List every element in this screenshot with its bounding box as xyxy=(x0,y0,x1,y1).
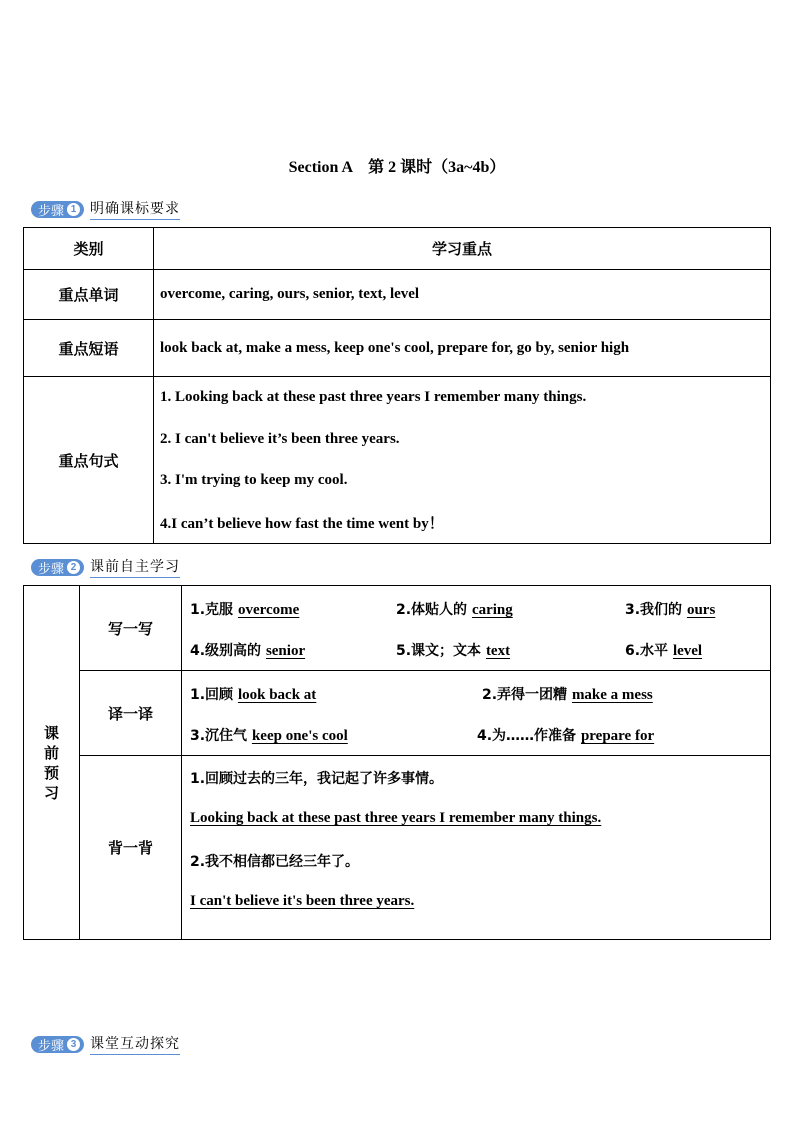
header-category: 类别 xyxy=(24,228,154,270)
sentence-item: 3. I'm trying to keep my cool. xyxy=(160,472,348,489)
objectives-table xyxy=(23,227,771,544)
step-number: 3 xyxy=(67,1038,80,1051)
step-1-header xyxy=(31,198,180,220)
step-badge xyxy=(31,1036,84,1053)
row-category: 重点单词 xyxy=(24,270,154,320)
page-title: Section A 第 2 课时（3a~4b） xyxy=(288,159,506,176)
write-item: 5.课文；文本 text xyxy=(396,643,511,659)
sentence-item: 2. I can't believe it’s been three years. xyxy=(160,430,400,447)
translate-item: 2.弄得一团糟 make a mess xyxy=(482,687,653,703)
write-cell xyxy=(182,586,771,671)
recite-answer: Looking back at these past three years I remember many things. xyxy=(190,810,602,826)
recite-cell xyxy=(182,756,771,940)
write-item: 4.级别高的 senior xyxy=(190,643,306,659)
translate-item: 1.回顾 look back at xyxy=(190,687,317,703)
step-label: 课堂互动探究 xyxy=(90,1033,180,1055)
row-category: 重点短语 xyxy=(24,320,154,377)
write-label: 写一写 xyxy=(80,586,182,671)
header-focus: 学习重点 xyxy=(154,228,771,270)
recite-label: 背一背 xyxy=(80,756,182,940)
translate-label: 译一译 xyxy=(80,671,182,756)
write-item: 2.体贴人的 caring xyxy=(396,602,513,618)
row-category: 重点句式 xyxy=(24,377,154,544)
step-label: 课前自主学习 xyxy=(90,556,180,578)
translate-item: 4.为……作准备 prepare for xyxy=(477,728,655,744)
step-badge-text: 步骤 xyxy=(38,203,65,219)
step-2-header xyxy=(31,556,180,578)
side-label xyxy=(24,586,80,940)
step-badge xyxy=(31,201,84,218)
row-content: overcome, caring, ours, senior, text, level xyxy=(154,270,771,320)
side-label-text: 课前预习 xyxy=(43,723,59,802)
recite-line: 2.我不相信都已经三年了。 xyxy=(190,854,360,870)
sentence-item: 4.I can’t believe how fast the time went by！ xyxy=(160,515,444,532)
write-item: 1.克服 overcome xyxy=(190,602,300,618)
row-content: look back at, make a mess, keep one's cool, prepare for, go by, senior high xyxy=(154,320,771,377)
sentence-item: 1. Looking back at these past three years I remember many things. xyxy=(160,389,587,406)
recite-answer: I can't believe it's been three years. xyxy=(190,893,415,909)
step-label: 明确课标要求 xyxy=(90,198,180,220)
step-badge-text: 步骤 xyxy=(38,561,65,577)
step-badge-text: 步骤 xyxy=(38,1038,65,1054)
write-item: 3.我们的 ours xyxy=(625,602,716,618)
step-number: 2 xyxy=(67,561,80,574)
preview-table xyxy=(23,585,771,940)
step-number: 1 xyxy=(67,203,80,216)
translate-item: 3.沉住气 keep one's cool xyxy=(190,728,348,744)
sentence-list xyxy=(154,377,771,544)
translate-cell xyxy=(182,671,771,756)
write-item: 6.水平 level xyxy=(625,643,703,659)
step-3-header xyxy=(31,1033,180,1055)
recite-line: 1.回顾过去的三年，我记起了许多事情。 xyxy=(190,771,444,787)
step-badge xyxy=(31,559,84,576)
